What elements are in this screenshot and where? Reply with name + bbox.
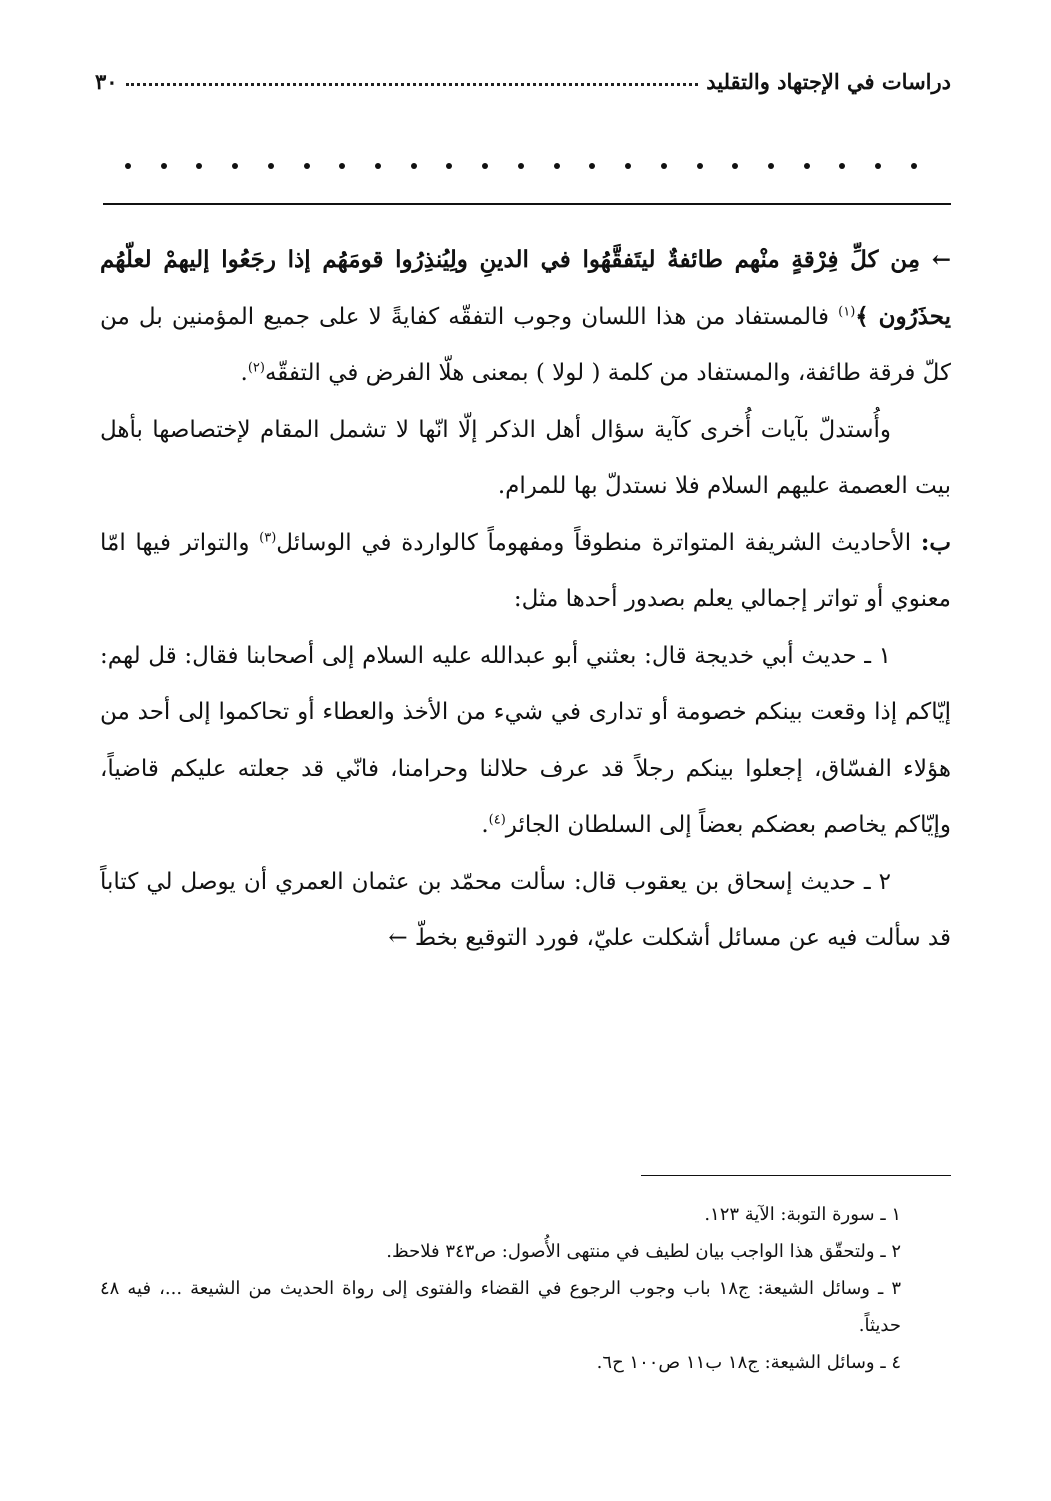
ornament-dot: [804, 163, 810, 169]
header-title: دراسات في الإجتهاد والتقليد: [706, 69, 951, 94]
ornament-dot: [839, 163, 845, 169]
footnote: ٢ ـ ولتحقّق هذا الواجب بيان لطيف في منتهى الأُصول: ص٣٤٣ فلاحظ.: [386, 1241, 901, 1262]
ornament-dot: [446, 163, 452, 169]
paragraph-text: فالمستفاد من هذا اللسان وجوب التفقّه كفايةً لا على جميع المؤمنين بل من كلّ فرقة طائفة، والمستفاد من كلمة ( لولا ) بمعنى هلّا الفرض في التفقّه: [100, 303, 951, 386]
ornament-dot: [911, 163, 917, 169]
ornament-dot: [304, 163, 310, 169]
punctuation: .: [481, 812, 489, 838]
footnote-ref: (٤): [488, 812, 506, 828]
ornament-dot: [232, 163, 238, 169]
ornament-dot: [625, 163, 631, 169]
hadith-2: ٢ ـ حديث إسحاق بن يعقوب قال: سألت محمّد بن عثمان العمري أن يوصل لي كتاباً قد سألت فيه عن مسائل أشكلت عليّ، فورد التوقيع بخطّ ←: [100, 868, 951, 951]
ornament-dot: [161, 163, 167, 169]
footnote-ref: (٢): [247, 360, 265, 376]
decorative-dot-row: [125, 160, 917, 172]
ornament-dot: [589, 163, 595, 169]
paragraph: وأُستدلّ بآيات أُخرى كآية سؤال أهل الذكر إلّا انّها لا تشمل المقام لإختصاصها بأهل بيت العصمة عليهم السلام فلا نستدلّ بها للمرام.: [100, 416, 951, 499]
footnotes: [100, 1196, 951, 1381]
paragraph-text: الأحاديث الشريفة المتواترة منطوقاً ومفهوماً كالواردة في الوسائل: [276, 529, 921, 556]
footnote: ١ ـ سورة التوبة: الآية ١٢٣.: [704, 1204, 901, 1225]
footnote: ٣ ـ وسائل الشيعة: ج١٨ باب وجوب الرجوع في القضاء والفتوى إلى رواة الحديث من الشيعة ...، فيه ٤٨ حديثاً.: [100, 1278, 902, 1336]
ornament-dot: [518, 163, 524, 169]
punctuation: .: [240, 360, 248, 386]
ornament-dot: [339, 163, 345, 169]
header-divider: [103, 203, 951, 205]
footnote: ٤ ـ وسائل الشيعة: ج١٨ ب١١ ص١٠٠ ح٦.: [596, 1352, 901, 1373]
paragraph-verse: [100, 232, 951, 402]
header-dot-leader: [126, 83, 699, 86]
page-number: ٣٠: [95, 69, 118, 94]
paragraph-section-b: [100, 515, 951, 628]
ornament-dot: [411, 163, 417, 169]
footnote-divider: [641, 1175, 951, 1176]
ornament-dot: [768, 163, 774, 169]
ornament-dot: [875, 163, 881, 169]
paragraph-text: ١ ـ حديث أبي خديجة قال: بعثني أبو عبدالله عليه السلام إلى أصحابنا فقال: قل لهم: إيّاكم إذا وقعت بينكم خصومة أو تدارى في شيء من الأخذ والعطاء أو تحاكموا إلى أحد من هؤلاء الفسّاق، إجعلوا بينكم رجلاً قد عرف حلالنا وحرامنا، فانّي قد جعلته عليكم قاضياً، وإيّاكم يخاصم بعضكم بعضاً إلى السلطان الجائر: [100, 642, 951, 838]
ornament-dot: [697, 163, 703, 169]
footnote-ref: (١): [838, 303, 856, 319]
ornament-dot: [732, 163, 738, 169]
footnote-ref: (٣): [259, 529, 277, 545]
running-header: [95, 60, 951, 94]
hadith-1: [100, 628, 951, 854]
ornament-dot: [268, 163, 274, 169]
ornament-dot: [125, 163, 131, 169]
quran-verse: ← مِن كلِّ فِرْقةٍ منْهم طائفةٌ ليتَفقَّهُوا في الدينِ ولِيُنذِرُوا قومَهُم إذا رجَعُوا إليهمْ لعلّهُم يحذَرُون ﴾: [100, 246, 951, 330]
paragraph-text: والتواتر فيها امّا معنوي أو تواتر إجمالي يعلم بصدور أحدها مثل:: [100, 529, 951, 612]
ornament-dot: [482, 163, 488, 169]
main-text: [100, 232, 951, 967]
ornament-dot: [196, 163, 202, 169]
ornament-dot: [554, 163, 560, 169]
ornament-dot: [375, 163, 381, 169]
section-letter: ب:: [920, 528, 951, 556]
ornament-dot: [661, 163, 667, 169]
